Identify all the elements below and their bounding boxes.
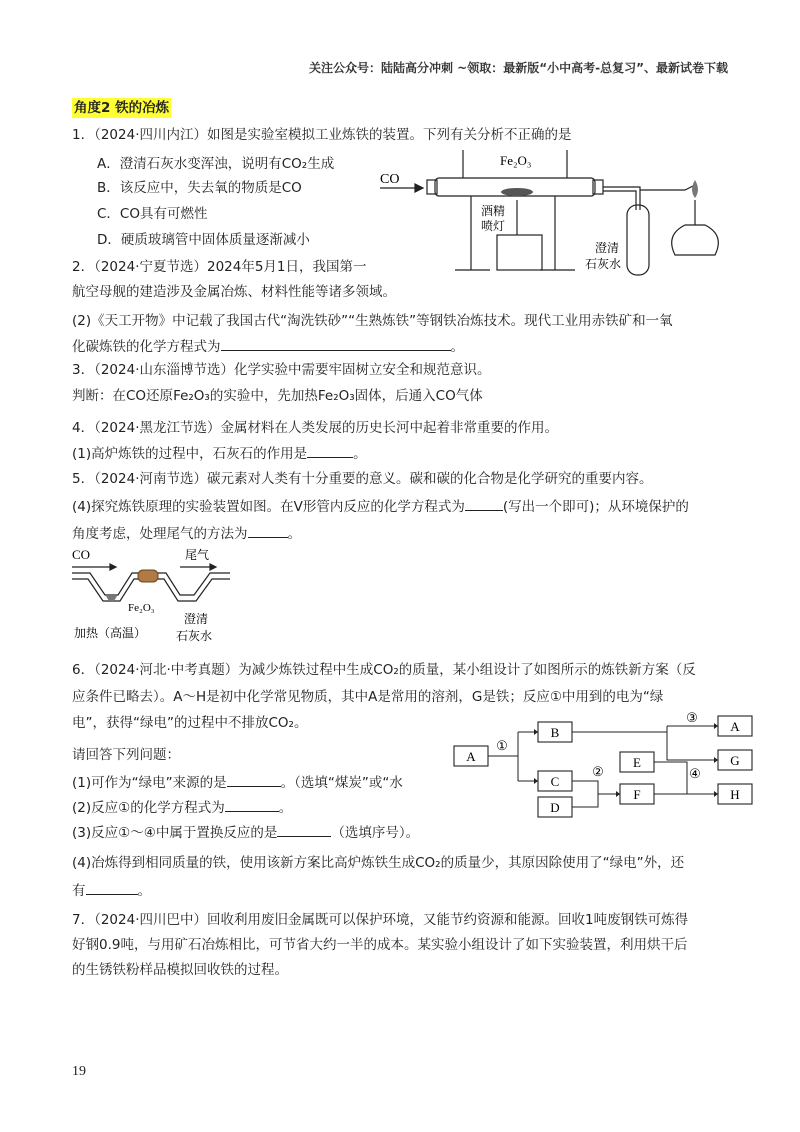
q5-line3-text: 角度考虑，处理尾气的方法为 [72, 526, 248, 542]
q4-answer-blank[interactable] [307, 443, 353, 458]
q6-line3 [72, 713, 307, 733]
alcohol-lamp [672, 225, 719, 255]
reaction-2-label: ② [592, 764, 604, 779]
q6-line7 [72, 822, 419, 843]
q4-line2-end: 。 [353, 446, 367, 462]
q6-line8-text-a: (4)冶炼得到相同质量的铁，使用该新方案比高炉炼铁生成 [72, 855, 416, 871]
test-tube [627, 205, 649, 275]
q3-fe2o3-1: Fe₂O₃ [173, 388, 210, 404]
q5-v-tube-figure [70, 545, 250, 645]
q6-line5 [72, 772, 403, 793]
q6-equation-blank[interactable] [225, 797, 279, 812]
q3-text-a: 判断：在CO还原 [72, 388, 174, 404]
reaction-3-label: ③ [686, 712, 698, 725]
q3-line1: 3．（2024·山东淄博节选）化学实验中需要牢固树立安全和规范意识。 [72, 362, 491, 378]
node-g: G [730, 753, 740, 768]
q1-option-b: B．该反应中，失去氧的物质是CO [97, 180, 302, 196]
section-title: 角度2 铁的冶炼 [74, 100, 170, 116]
q5-line2 [72, 496, 689, 517]
node-a: A [466, 749, 476, 764]
q7-line1: 7．（2024·四川巴中）回收利用废旧金属既可以保护环境，又能节约资源和能源。回收1吨废钢铁可炼得 [72, 912, 689, 928]
node-f: F [633, 787, 641, 802]
q6-line3-end: 。 [293, 715, 308, 731]
q6-line6-end: 。 [278, 800, 293, 816]
q6-reason-blank[interactable] [86, 880, 138, 895]
node-c: C [550, 774, 560, 789]
fig1-label-lime1: 澄清 [595, 241, 620, 255]
q2-line4 [72, 336, 464, 357]
q5-equation-blank[interactable] [465, 496, 503, 511]
fig5-label-tail: 尾气 [185, 548, 210, 562]
q1-stem: 1．（2024·四川内江）如图是实验室模拟工业炼铁的装置。下列有关分析不正确的是 [72, 127, 572, 143]
q3-text-c: 固体，后通入CO气体 [354, 388, 483, 404]
fe2o3-powder [106, 596, 117, 601]
node-h: H [730, 787, 740, 802]
alcohol-blast-lamp [497, 235, 542, 270]
q5-line2-text-b: (写出一个即可)；从环境保护的 [502, 499, 689, 515]
cotton-plug [138, 570, 158, 582]
q1-apparatus-figure [375, 140, 745, 280]
fig5-label-lime2: 石灰水 [176, 629, 213, 643]
node-a-out: A [730, 719, 740, 734]
q5-method-blank[interactable] [248, 523, 288, 538]
flame-icon [692, 180, 698, 198]
fig5-label-lime1: 澄清 [184, 612, 209, 626]
q6-line7-text: (3)反应①～④中属于置换反应的是 [72, 825, 278, 841]
fig1-label-co: CO [380, 172, 400, 187]
fig5-label-co: CO [72, 547, 91, 562]
q6-line5-text: (1)可作为“绿电”来源的是 [72, 775, 227, 791]
q2-line1: 2．（2024·宁夏节选）2024年5月1日，我国第一 [72, 259, 367, 275]
q3-text-b: 的实验中，先加热 [209, 388, 318, 404]
q6-line9-end: 。 [137, 883, 151, 899]
node-e: E [633, 755, 641, 770]
q2-line4-end: 。 [450, 339, 464, 355]
q6-reaction-blank[interactable] [277, 822, 331, 837]
q6-co2-1: CO₂ [373, 662, 399, 678]
q6-line4: 请回答下列问题： [72, 747, 180, 763]
q1-option-a: A．澄清石灰水变浑浊，说明有CO₂生成 [97, 156, 335, 172]
q6-line1-text-a: 6．（2024·河北·中考真题）为减少炼铁过程中生成 [72, 662, 374, 678]
q2-answer-blank[interactable] [221, 336, 451, 351]
fig1-label-lime2: 石灰水 [585, 257, 622, 271]
q1-option-c: C．CO具有可燃性 [97, 206, 208, 222]
q5-line1: 5．（2024·河南节选）碳元素对人类有十分重要的意义。碳和碳的化合物是化学研究的重要内容。 [72, 471, 653, 487]
node-d: D [550, 800, 560, 815]
q6-line8-text-b: 的质量少，其原因除使用了“绿电”外，还 [440, 855, 685, 871]
q6-flow-diagram [452, 712, 757, 824]
node-b: B [550, 725, 560, 740]
q5-line2-text-a: (4)探究炼铁原理的实验装置如图。在V形管内反应的化学方程式为 [72, 499, 465, 515]
co-arrow-head [415, 184, 423, 192]
q6-green-power-blank[interactable] [227, 772, 281, 787]
q1-option-d: D．硬质玻璃管中固体质量逐渐减小 [97, 232, 310, 248]
q4-line2-text: (1)高炉炼铁的过程中，石灰石的作用是 [72, 446, 308, 462]
q6-line7-end: （选填序号）。 [331, 825, 420, 841]
q6-line5-end: 。（选填“煤炭”或“水 [280, 775, 403, 791]
q6-co2-2: CO₂ [268, 715, 294, 731]
q6-co2-3: CO₂ [415, 855, 441, 871]
q6-line8 [72, 853, 684, 873]
q2-line2: 航空母舰的建造涉及金属冶炼、材料性能等诸多领域。 [72, 284, 396, 300]
fig5-label-heat: 加热（高温） [74, 626, 147, 640]
q3-line2 [72, 386, 483, 406]
q2-line3: (2)《天工开物》中记载了我国古代“淘洗铁砂”“生熟炼铁”等钢铁冶炼技术。现代工业用赤铁矿和一氧 [72, 313, 673, 329]
q6-line3-text: 电”，获得“绿电”的过程中不排放 [72, 715, 269, 731]
q3-fe2o3-2: Fe₂O₃ [317, 388, 355, 404]
outlet-tube [640, 185, 695, 190]
q5-line3 [72, 523, 301, 544]
q7-line2: 好钢0.9吨，与用矿石冶炼相比，可节省大约一半的成本。某实验小组设计了如下实验装置，利用烘干后 [72, 937, 688, 953]
q6-line9-text: 有 [72, 883, 86, 899]
q6-line1 [72, 660, 696, 680]
q5-line3-end: 。 [287, 526, 301, 542]
q6-line9 [72, 880, 151, 901]
q6-line6 [72, 797, 292, 818]
q6-line6-text: (2)反应①的化学方程式为 [72, 800, 225, 816]
q6-line1-text-b: 的质量，某小组设计了如图所示的炼铁新方案（反 [398, 662, 696, 678]
q7-line3: 的生锈铁粉样品模拟回收铁的过程。 [72, 962, 288, 978]
page-header: 关注公众号：陆陆高分冲刺 ~领取：最新版“小中高考-总复习”、最新试卷下载 [309, 61, 728, 75]
fig5-label-fe2o3: Fe₂O₃ [128, 602, 155, 614]
reaction-1-label: ① [496, 738, 508, 753]
fig1-label-fe2o3: Fe₂O₃ [500, 153, 532, 168]
fig1-label-lamp1: 酒精 [481, 204, 506, 218]
q4-line1: 4．（2024·黑龙江节选）金属材料在人类发展的历史长河中起着非常重要的作用。 [72, 420, 558, 436]
q4-line2 [72, 443, 367, 464]
fe2o3-sample [501, 188, 533, 196]
q6-line2: 应条件已略去）。A～H是初中化学常见物质，其中A是常用的溶剂，G是铁；反应①中用到的电为“绿 [72, 689, 664, 705]
fig1-label-lamp2: 喷灯 [481, 219, 506, 233]
q2-line4-text: 化碳炼铁的化学方程式为 [72, 339, 221, 355]
reaction-4-label: ④ [689, 766, 701, 781]
page-number: 19 [72, 1064, 86, 1079]
